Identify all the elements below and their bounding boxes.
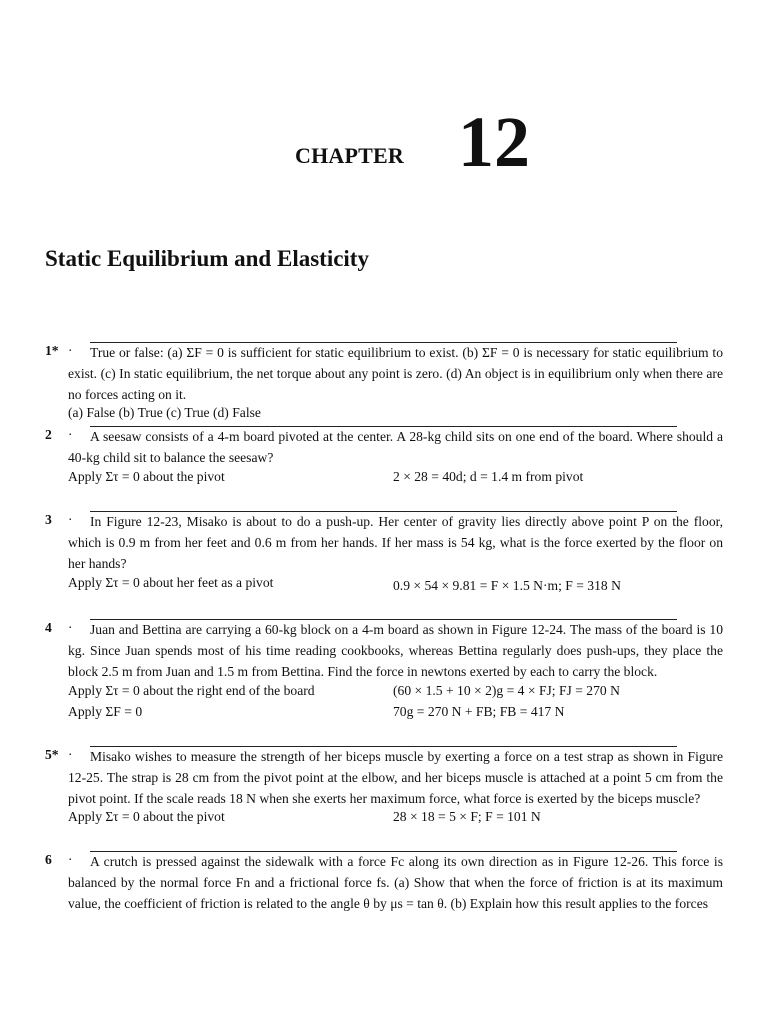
answer-step: Apply Στ = 0 about the pivot [68, 809, 225, 824]
problem-number: 3 [45, 512, 52, 527]
answer-step: Apply Στ = 0 about the pivot [68, 469, 225, 484]
problem-text: Juan and Bettina are carrying a 60-kg block on a 4-m board as shown in Figure 12-24. The mass of the board is 10 kg. Since Juan spends most of his time reading cookbooks, whereas Bettina regularly does push-ups, they place the block 2.5 m from Juan and 1.5 m from Bettina. Find the force in newtons exerted by each to carry the block. [68, 622, 723, 679]
difficulty-bullet: · [68, 427, 73, 442]
answer-result: 28 × 18 = 5 × F; F = 101 N [393, 809, 541, 824]
problem-text: In Figure 12-23, Misako is about to do a push-up. Her center of gravity lies directly above point P on the floor, which is 0.9 m from her feet and 0.6 m from her hands. If her mass is 54 kg, what is the force exerted by the floor on her hands? [68, 514, 723, 571]
chapter-label: CHAPTER [295, 143, 404, 168]
difficulty-bullet: · [68, 512, 73, 527]
difficulty-bullet: · [68, 620, 73, 635]
answer-step: Apply Στ = 0 about the right end of the board [68, 683, 315, 698]
chapter-number: 12 [458, 102, 530, 182]
problem-number: 6 [45, 852, 52, 867]
answer-step: Apply ΣF = 0 [68, 704, 143, 719]
answer-text: (a) False (b) True (c) True (d) False [68, 405, 261, 420]
problem-text: A seesaw consists of a 4-m board pivoted at the center. A 28-kg child sits on one end of the board. Where should a 40-kg child sit to balance the seesaw? [68, 429, 723, 465]
difficulty-bullet: · [68, 747, 73, 762]
problem-number: 1* [45, 343, 59, 358]
answer-result: 2 × 28 = 40d; d = 1.4 m from pivot [393, 469, 584, 484]
problem-text: A crutch is pressed against the sidewalk with a force Fc along its own direction as in Figure 12-26. This force is balanced by the normal force Fn and a frictional force fs. (a) Show that when the force of friction is at its maximum value, the coefficient of friction is related to the angle θ by μs = tan θ. (b) Explain how this result applies to the forces [68, 854, 723, 911]
problem-text: Misako wishes to measure the strength of her biceps muscle by exerting a force on a test strap as shown in Figure 12-25. The strap is 28 cm from the pivot point at the elbow, and her biceps muscle is attached at a point 5 cm from the pivot point. If the scale reads 18 N when she exerts her maximum force, what force is exerted by the biceps muscle? [68, 749, 723, 806]
problem-number: 5* [45, 747, 59, 762]
answer-result: 70g = 270 N + FB; FB = 417 N [393, 704, 565, 719]
answer-result: (60 × 1.5 + 10 × 2)g = 4 × FJ; FJ = 270 N [393, 683, 620, 698]
problem-text: True or false: (a) ΣF = 0 is sufficient for static equilibrium to exist. (b) ΣF = 0 is necessary for static equilibrium to exist. (c) In static equilibrium, the net torque about any point is zero. (d) An object is in equilibrium only when there are no forces acting on it. [68, 345, 723, 402]
chapter-title: Static Equilibrium and Elasticity [45, 246, 369, 271]
answer-result: 0.9 × 54 × 9.81 = F × 1.5 N·m; F = 318 N [393, 578, 621, 593]
problem-number: 2 [45, 427, 52, 442]
difficulty-bullet: · [68, 343, 73, 358]
answer-step: Apply Στ = 0 about her feet as a pivot [68, 575, 274, 590]
difficulty-bullet: · [68, 852, 73, 867]
problem-number: 4 [45, 620, 52, 635]
